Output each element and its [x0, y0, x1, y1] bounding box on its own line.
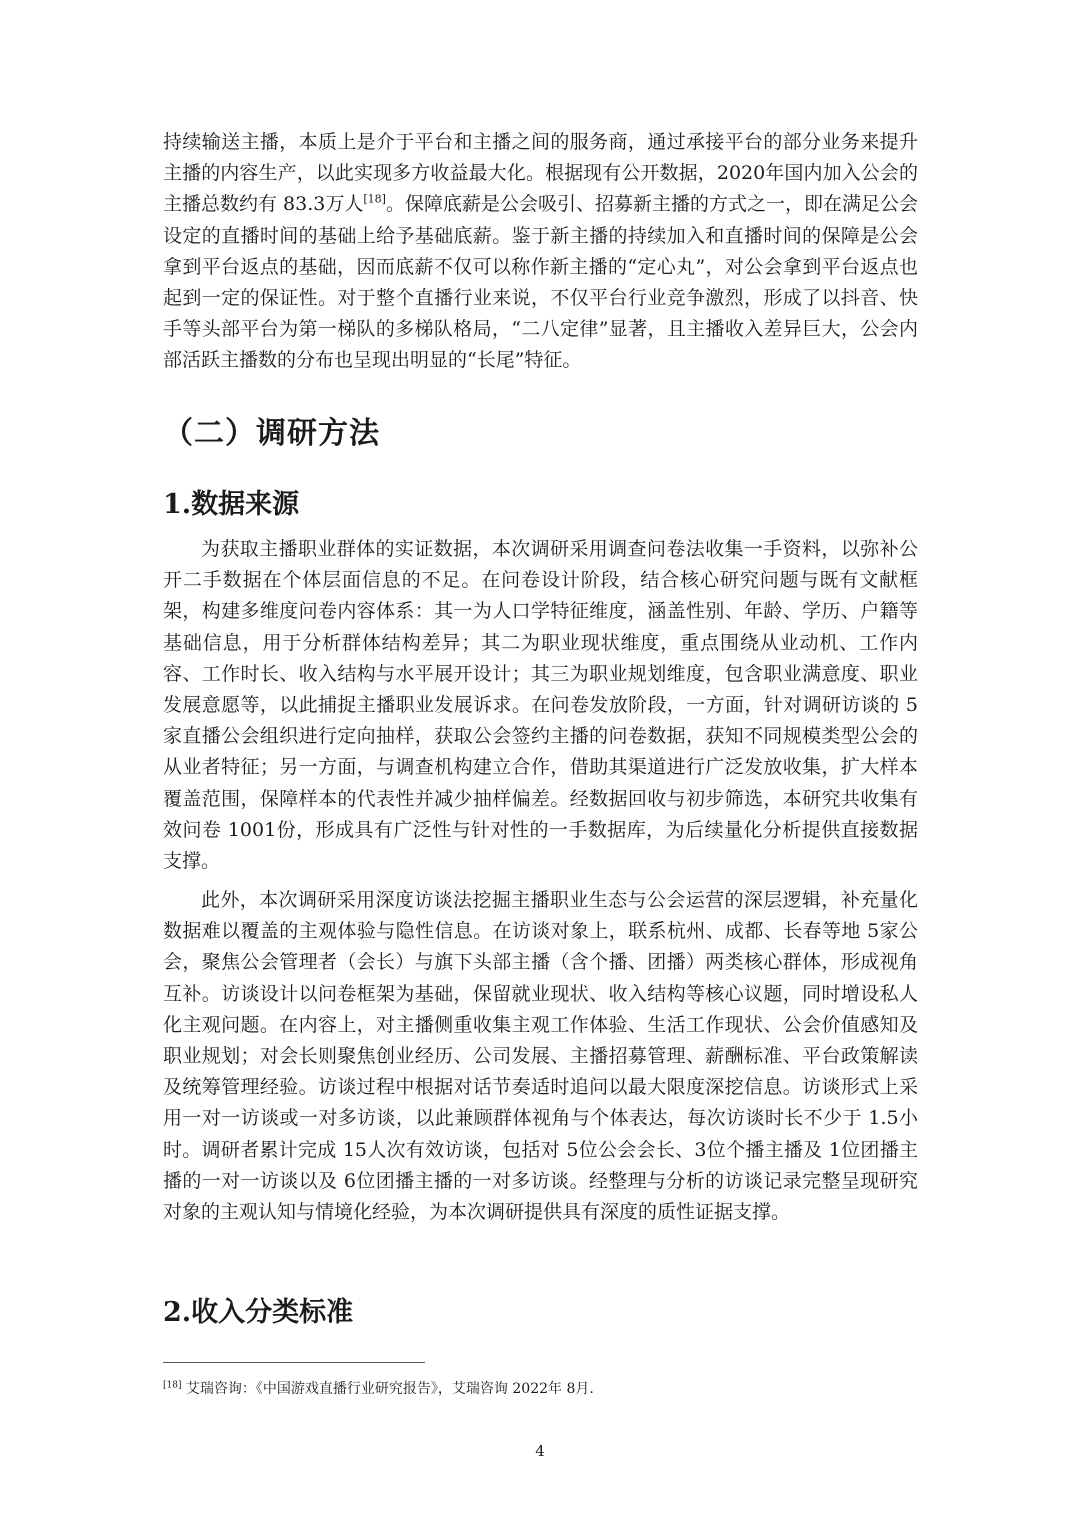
paragraph-text: 持续输送主播，本质上是介于平台和主播之间的服务商，通过承接平台的部分业务来提升主播的内容生产，以此实现多方收益最大化。根据现有公开数据，2020年国内加入公会的主播总数约有 83.3万人	[163, 131, 918, 216]
body-paragraph-1	[163, 127, 918, 377]
footnote	[163, 1378, 594, 1398]
footnote-text: 艾瑞咨询：《中国游戏直播行业研究报告》，艾瑞咨询 2022年 8月.	[181, 1381, 594, 1397]
subsection-heading-income-classification: 2.收入分类标准	[163, 1297, 354, 1328]
section-heading: （二）调研方法	[163, 416, 380, 451]
paragraph-text: 。保障底薪是公会吸引、招募新主播的方式之一，即在满足公会设定的直播时间的基础上给予基础底薪。鉴于新主播的持续加入和直播时间的保障是公会拿到平台返点的基础，因而底薪不仅可以称作新主播的“定心丸”，对公会拿到平台返点也起到一定的保证性。对于整个直播行业来说，不仅平台行业竞争激烈，形成了以抖音、快手等头部平台为第一梯队的多梯队格局，“二八定律”显著，且主播收入差异巨大，公会内部活跃主播数的分布也呈现出明显的“长尾”特征。	[163, 193, 918, 372]
body-paragraph-2: 为获取主播职业群体的实证数据，本次调研采用调查问卷法收集一手资料，以弥补公开二手数据在个体层面信息的不足。在问卷设计阶段，结合核心研究问题与既有文献框架，构建多维度问卷内容体系：其一为人口学特征维度，涵盖性别、年龄、学历、户籍等基础信息，用于分析群体结构差异；其二为职业现状维度，重点围绕从业动机、工作内容、工作时长、收入结构与水平展开设计；其三为职业规划维度，包含职业满意度、职业发展意愿等，以此捕捉主播职业发展诉求。在问卷发放阶段，一方面，针对调研访谈的 5家直播公会组织进行定向抽样，获取公会签约主播的问卷数据，获知不同规模类型公会的从业者特征；另一方面，与调查机构建立合作，借助其渠道进行广泛发放收集，扩大样本覆盖范围，保障样本的代表性并减少抽样偏差。经数据回收与初步筛选，本研究共收集有效问卷 1001份，形成具有广泛性与针对性的一手数据库，为后续量化分析提供直接数据支撑。	[163, 538, 918, 873]
subsection-heading-data-source: 1.数据来源	[163, 489, 300, 520]
footnote-divider	[163, 1362, 425, 1363]
citation-ref[interactable]: [18]	[363, 193, 386, 207]
page-number: 4	[535, 1442, 545, 1460]
body-paragraph-3: 此外，本次调研采用深度访谈法挖掘主播职业生态与公会运营的深层逻辑，补充量化数据难以覆盖的主观体验与隐性信息。在访谈对象上，联系杭州、成都、长春等地 5家公会，聚焦公会管理者（会长）与旗下头部主播（含个播、团播）两类核心群体，形成视角互补。访谈设计以问卷框架为基础，保留就业现状、收入结构等核心议题，同时增设私人化主观问题。在内容上，对主播侧重收集主观工作体验、生活工作现状、公会价值感知及职业规划；对会长则聚焦创业经历、公司发展、主播招募管理、薪酬标准、平台政策解读及统筹管理经验。访谈过程中根据对话节奏适时追问以最大限度深挖信息。访谈形式上采用一对一访谈或一对多访谈，以此兼顾群体视角与个体表达，每次访谈时长不少于 1.5小时。调研者累计完成 15人次有效访谈，包括对 5位公会会长、3位个播主播及 1位团播主播的一对一访谈以及 6位团播主播的一对多访谈。经整理与分析的访谈记录完整呈现研究对象的主观认知与情境化经验，为本次调研提供具有深度的质性证据支撑。	[163, 889, 918, 1224]
footnote-marker: [18]	[163, 1380, 182, 1391]
